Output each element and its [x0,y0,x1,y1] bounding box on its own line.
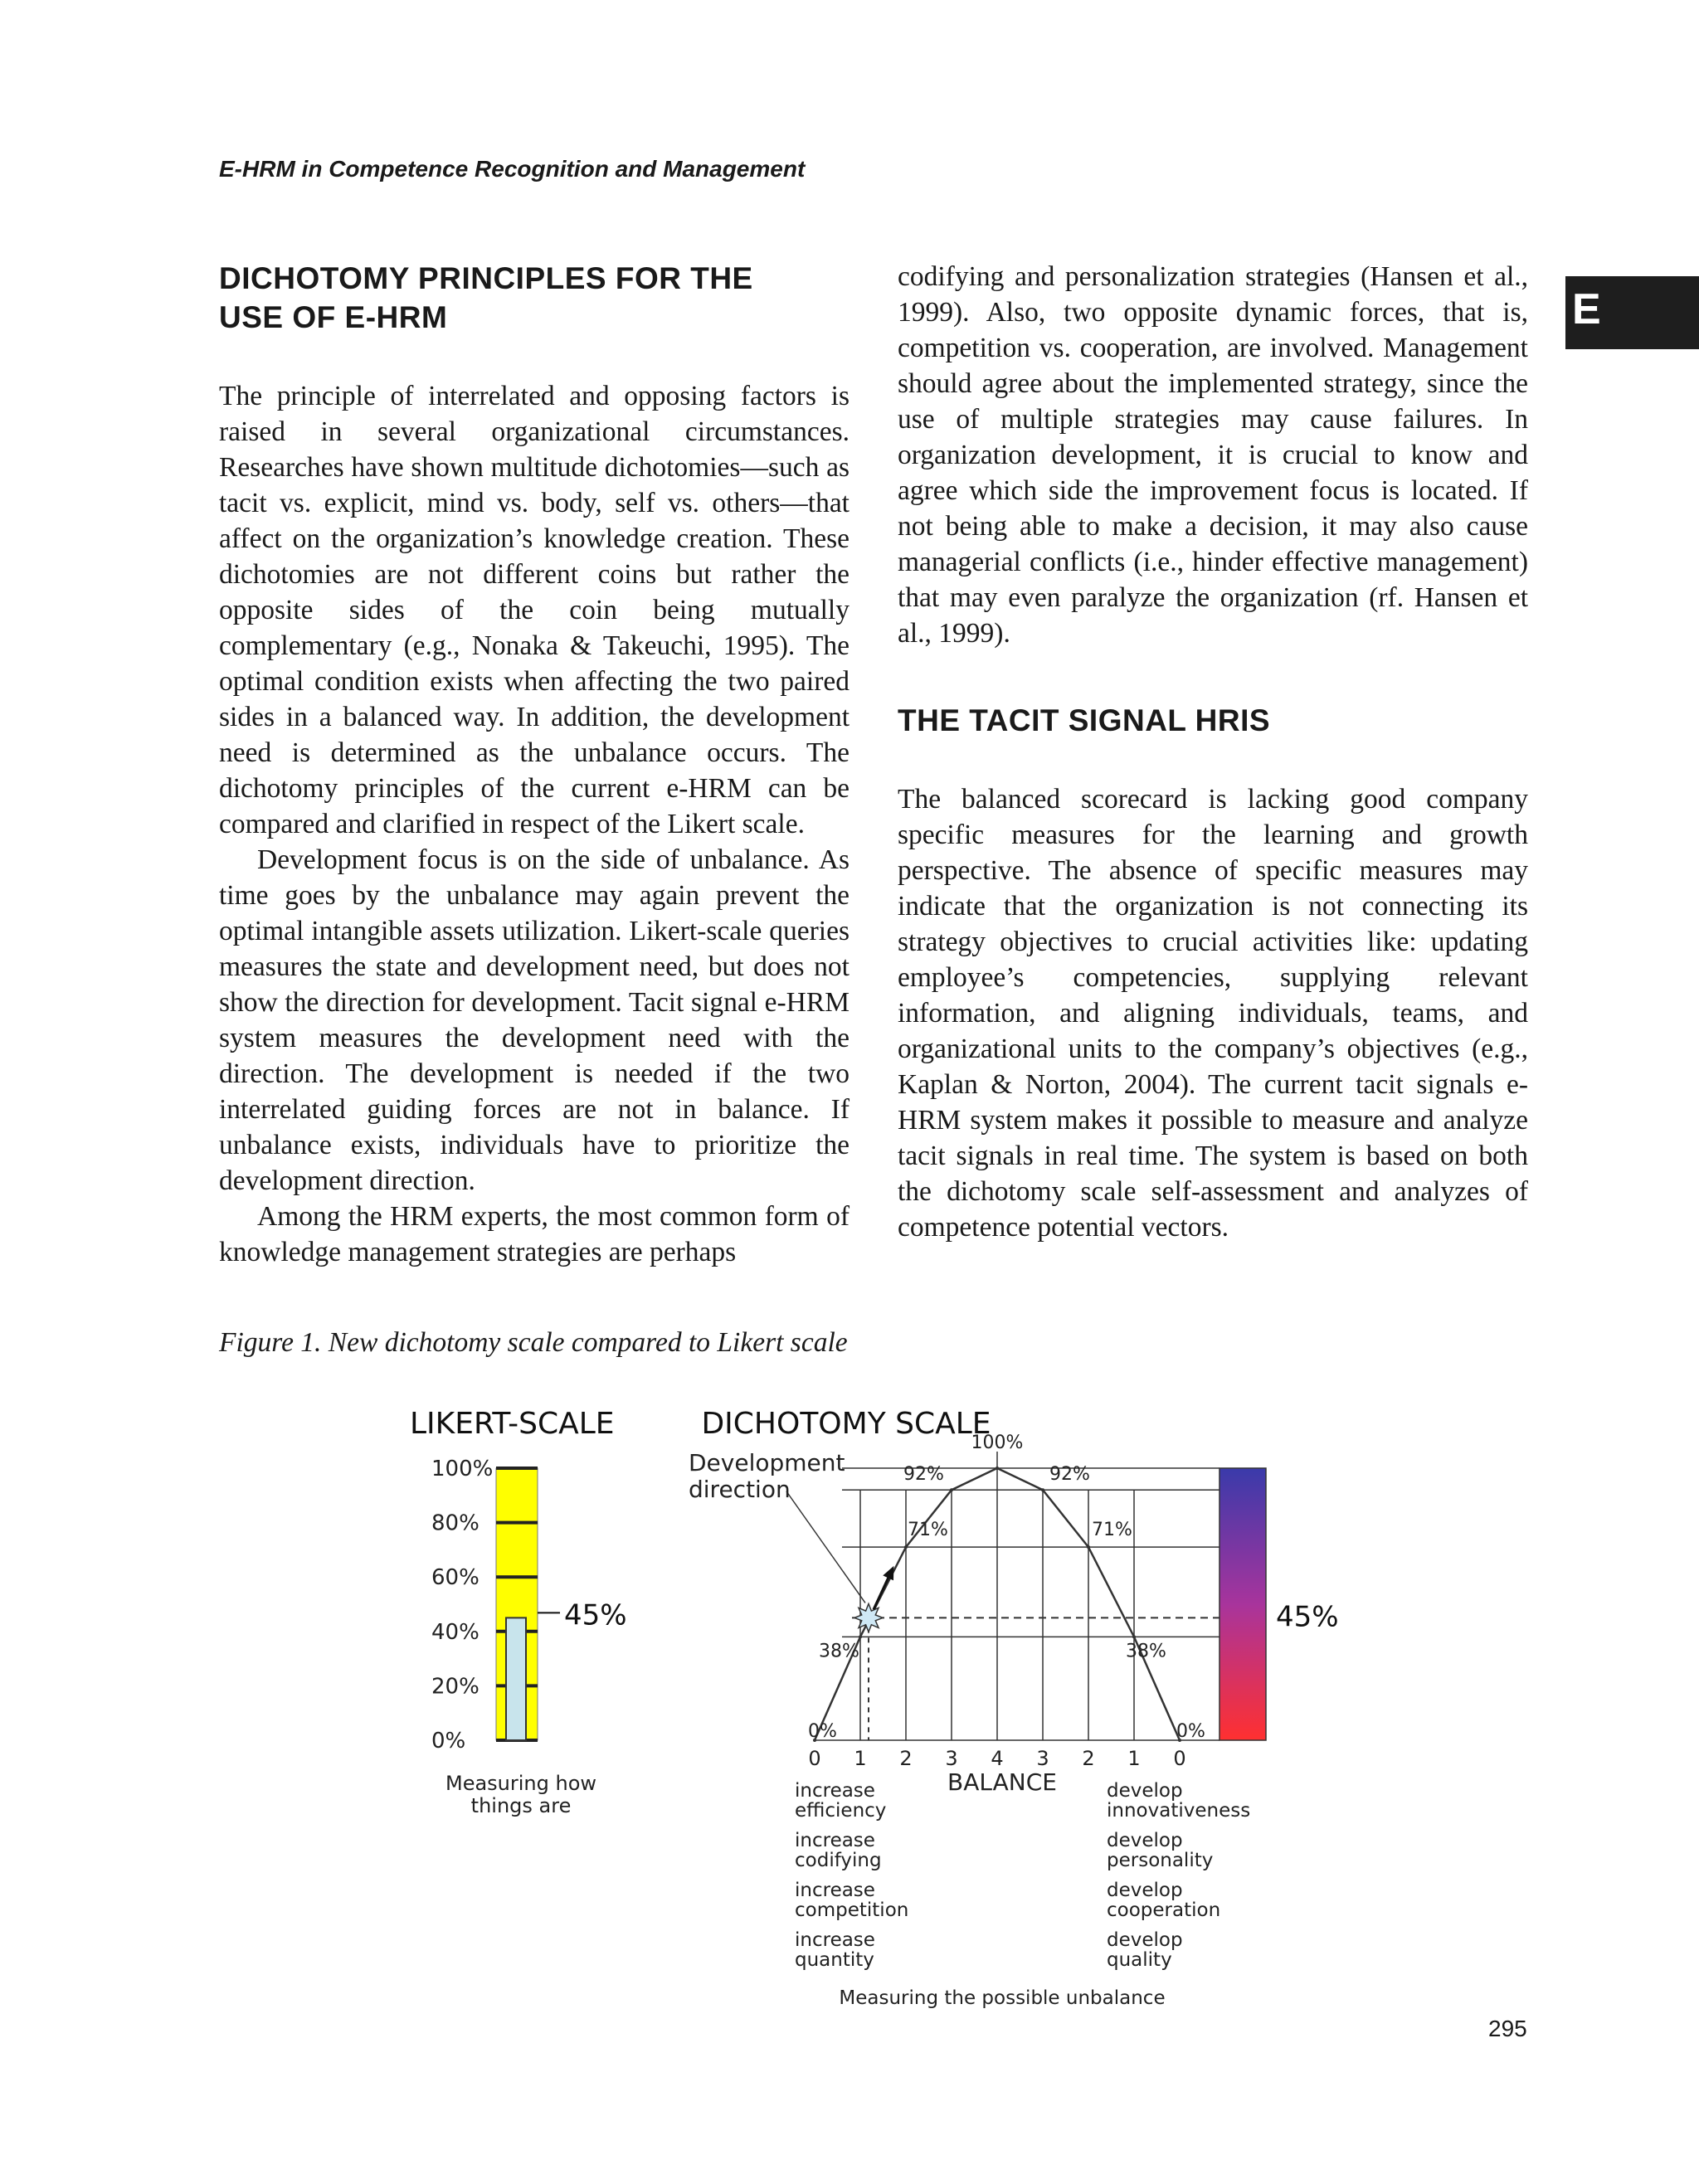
dichotomy-point [904,1545,908,1549]
paragraph: The balanced scorecard is lacking good company specific measures for the learning and growth perspective. The absence of specific measures may indicate that the organization is not connecting its strategy objectives to crucial activities like: updating employee’s competencies, supplying relevant information, and aligning individuals, teams, and organizational units to the company’s objectives (e.g., Kaplan & Norton, 2004). The current tacit signals e-HRM system makes it possible to measure and analyze tacit signals in real time. The system is based on both the dichotomy scale self-assessment and analyzes of competence potential vectors. [898,784,1528,1243]
dichotomy-x-tick: 2 [1082,1747,1095,1770]
dichotomy-point [1087,1545,1090,1549]
dichotomy-peak-label: 38% [819,1641,859,1662]
development-label-line2: direction [689,1476,791,1503]
dichotomy-x-tick: 3 [945,1747,958,1770]
likert-value-bar [506,1617,526,1740]
dichotomy-peak-label: 0% [808,1721,837,1742]
dichotomy-x-tick: 0 [808,1747,821,1770]
dichotomy-peak-label: 38% [1126,1641,1166,1662]
section-heading-line1: DICHOTOMY PRINCIPLES FOR THE [219,261,753,295]
left-side-label: efficiency [795,1800,887,1822]
dichotomy-title: DICHOTOMY SCALE [701,1407,991,1441]
development-label-line1: Development [689,1449,845,1476]
dichotomy-point [950,1488,953,1491]
running-head: E-HRM in Competence Recognition and Management [219,156,806,182]
section-heading: THE TACIT SIGNAL HRIS [898,703,1271,737]
likert-tick-label: 0% [431,1729,466,1754]
likert-title: LIKERT-SCALE [410,1407,615,1441]
dichotomy-x-tick: 2 [899,1747,913,1770]
likert-tick-label: 100% [431,1457,494,1481]
right-side-label: develop [1107,1929,1183,1951]
left-side-label: increase [795,1780,875,1802]
likert-value-label: 45% [564,1598,627,1632]
dichotomy-peak-label: 71% [908,1520,948,1541]
right-side-label: develop [1107,1780,1183,1802]
left-side-label: increase [795,1929,875,1951]
left-side-label: increase [795,1830,875,1851]
dichotomy-caption: Measuring the possible unbalance [839,1987,1166,2009]
right-side-label: innovativeness [1107,1800,1251,1822]
paragraph: Development focus is on the side of unbalance. As time goes by the unbalance may again prevent the optimal intangible assets utilization. Likert-scale queries measures the state and development need, but does not show the direction for development. Tacit signal e-HRM system measures the development need with the direction. The development is needed if the two interrelated guiding forces are not in balance. If unbalance exists, individuals have to prioritize the development direction. [219,844,850,1196]
dichotomy-peak-label: 92% [1049,1464,1090,1486]
left-side-label: competition [795,1899,909,1921]
dichotomy-peak-label: 100% [971,1432,1024,1453]
page-number: 295 [1488,2016,1527,2041]
figure-caption: Figure 1. New dichotomy scale compared to Likert scale [219,1327,848,1358]
right-side-label: develop [1107,1880,1183,1901]
dichotomy-x-tick: 1 [1127,1747,1141,1770]
likert-chart [410,1407,627,1817]
dichotomy-chart [689,1407,1339,2009]
likert-tick-label: 40% [431,1619,480,1645]
balance-axis-label: BALANCE [947,1768,1057,1796]
paragraph: Among the HRM experts, the most common form of knowledge management strategies are perhaps [219,1201,850,1267]
right-column [898,259,1528,1245]
development-marker [854,1603,883,1632]
dichotomy-gradient-bar [1219,1468,1266,1740]
left-side-label: codifying [795,1850,882,1871]
right-side-label: cooperation [1107,1899,1221,1921]
likert-tick-label: 60% [431,1565,480,1591]
section-tab [1565,276,1699,349]
dichotomy-x-tick: 0 [1173,1747,1186,1770]
dichotomy-x-tick: 4 [991,1747,1004,1770]
right-side-label: personality [1107,1850,1214,1871]
dichotomy-x-tick: 3 [1036,1747,1049,1770]
dichotomy-point [1041,1488,1044,1491]
dichotomy-point [1132,1635,1136,1638]
dichotomy-x-tick: 1 [854,1747,867,1770]
left-column [219,259,850,1270]
left-side-label: quantity [795,1949,874,1971]
paragraph: The principle of interrelated and opposing factors is raised in several organizational circumstances. Researches have shown multitude dichotomies—such as tacit vs. explicit, mind vs. body, self vs. others—that affect on the organization’s knowledge creation. These dichotomies are not different coins but rather the opposite sides of the coin being mutually complementary (e.g., Nonaka & Takeuchi, 1995). The optimal condition exists when affecting the two paired sides in a balanced way. In addition, the development need is determined as the unbalance occurs. The dichotomy principles of the current e-HRM can be compared and clarified in respect of the Likert scale. [219,381,850,839]
section-tab-letter: E [1572,285,1601,333]
likert-caption-line2: things are [470,1794,572,1817]
figure-1 [390,1394,1369,2016]
right-side-label: develop [1107,1830,1183,1851]
dichotomy-point [996,1467,999,1470]
left-side-label: increase [795,1880,875,1901]
dichotomy-peak-label: 71% [1092,1520,1132,1541]
section-heading-line2: USE OF E-HRM [219,300,448,334]
likert-tick-label: 20% [431,1674,480,1700]
likert-caption-line1: Measuring how [445,1772,597,1795]
dichotomy-value-label: 45% [1276,1600,1339,1634]
dichotomy-peak-label: 0% [1176,1721,1205,1742]
right-side-label: quality [1107,1949,1172,1971]
paragraph: codifying and personalization strategies (Hansen et al., 1999). Also, two opposite dynamic forces, that is, competition vs. cooperation, are involved. Management should agree about the implemented strategy, since the use of multiple strategies may cause failures. In organization development, it is crucial to know and agree which side the improvement focus is located. If not being able to make a decision, it may also cause managerial conflicts (i.e., hinder effective management) that may even paralyze the organization (rf. Hansen et al., 1999). [898,261,1528,649]
dichotomy-point [859,1635,862,1638]
likert-tick-label: 80% [431,1510,480,1536]
dichotomy-peak-label: 92% [903,1464,944,1486]
